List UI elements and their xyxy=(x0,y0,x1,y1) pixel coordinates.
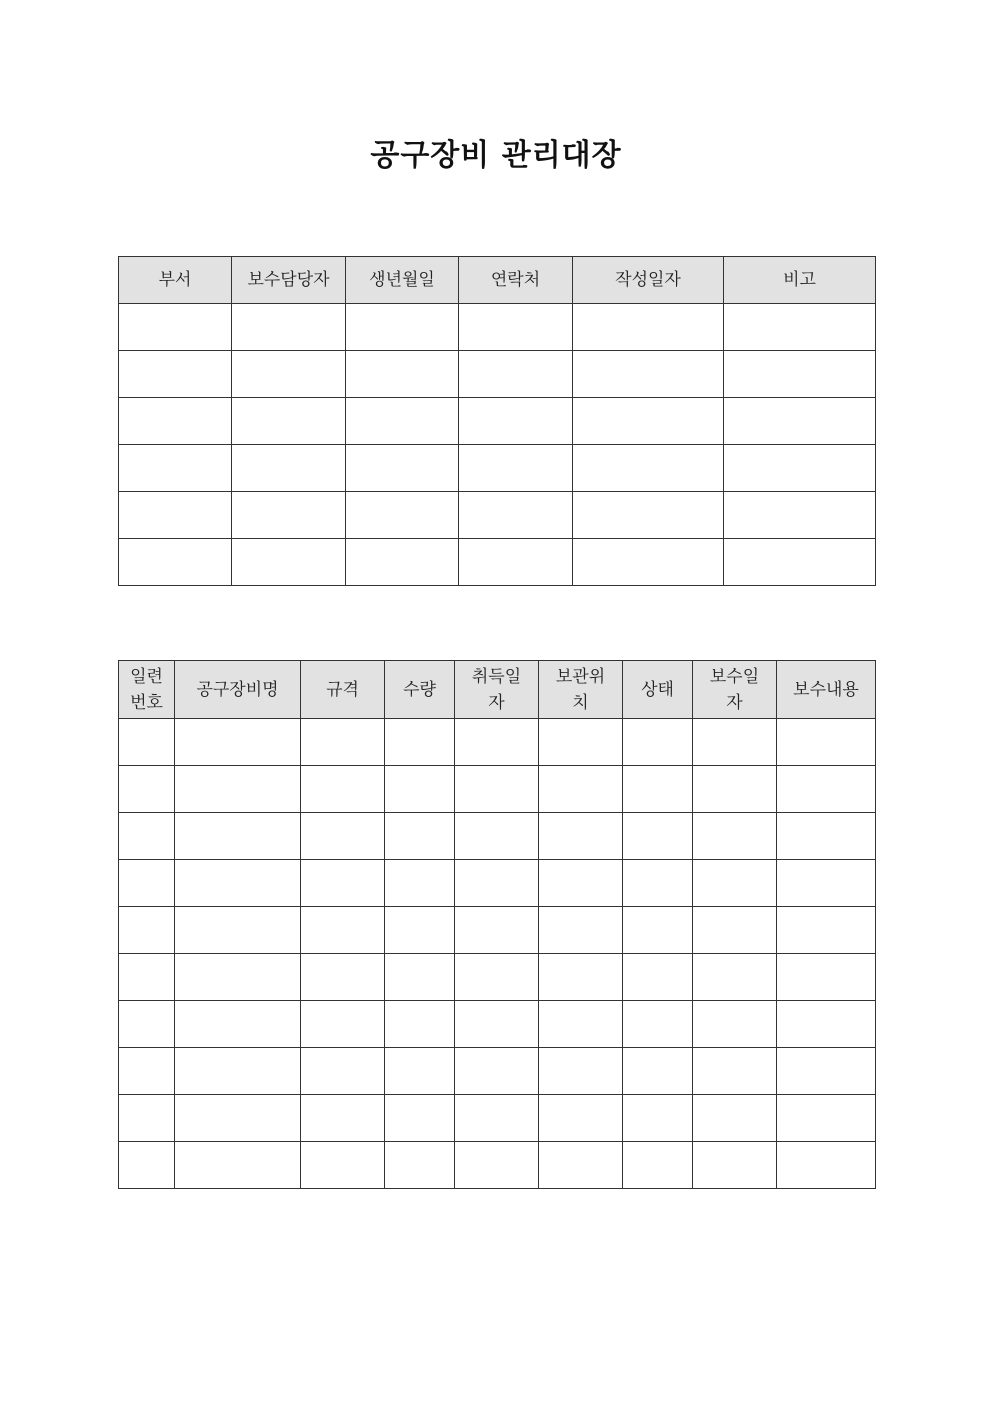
table-cell[interactable] xyxy=(175,813,301,860)
table-cell[interactable] xyxy=(385,813,455,860)
table-cell[interactable] xyxy=(232,492,346,539)
table-cell[interactable] xyxy=(175,1095,301,1142)
table-cell[interactable] xyxy=(623,954,693,1001)
table-cell[interactable] xyxy=(777,1048,876,1095)
table-cell[interactable] xyxy=(573,304,724,351)
table-cell[interactable] xyxy=(346,304,459,351)
table-cell[interactable] xyxy=(455,1142,539,1189)
table-cell[interactable] xyxy=(119,304,232,351)
table-cell[interactable] xyxy=(623,907,693,954)
table-cell[interactable] xyxy=(459,304,573,351)
table-cell[interactable] xyxy=(301,813,385,860)
table-cell[interactable] xyxy=(459,351,573,398)
table-cell[interactable] xyxy=(693,954,777,1001)
table-cell[interactable] xyxy=(777,954,876,1001)
contact-table-row xyxy=(119,351,876,398)
contact-table-body xyxy=(119,304,876,586)
table-cell[interactable] xyxy=(539,1095,623,1142)
document-title: 공구장비 관리대장 xyxy=(370,138,622,173)
table-cell[interactable] xyxy=(232,539,346,586)
table-cell[interactable] xyxy=(539,1048,623,1095)
table-cell[interactable] xyxy=(777,907,876,954)
table-cell[interactable] xyxy=(623,719,693,766)
table-cell[interactable] xyxy=(119,766,175,813)
table-cell[interactable] xyxy=(119,719,175,766)
table-cell[interactable] xyxy=(455,1048,539,1095)
table-cell[interactable] xyxy=(301,766,385,813)
table-cell[interactable] xyxy=(346,398,459,445)
header-maintenance-details: 보수내용 xyxy=(777,661,876,719)
table-cell[interactable] xyxy=(175,766,301,813)
table-cell[interactable] xyxy=(385,1095,455,1142)
table-cell[interactable] xyxy=(573,351,724,398)
table-cell[interactable] xyxy=(724,445,876,492)
header-serial-number: 일련 번호 xyxy=(119,661,175,719)
table-cell[interactable] xyxy=(623,813,693,860)
header-birth-date: 생년월일 xyxy=(346,257,459,304)
table-cell[interactable] xyxy=(175,954,301,1001)
table-cell[interactable] xyxy=(777,719,876,766)
equipment-table-body xyxy=(119,719,876,1189)
table-cell[interactable] xyxy=(385,1001,455,1048)
table-cell[interactable] xyxy=(119,539,232,586)
table-cell[interactable] xyxy=(385,766,455,813)
table-cell[interactable] xyxy=(175,719,301,766)
table-cell[interactable] xyxy=(301,1142,385,1189)
table-cell[interactable] xyxy=(119,813,175,860)
table-cell[interactable] xyxy=(693,1142,777,1189)
table-cell[interactable] xyxy=(623,860,693,907)
table-cell[interactable] xyxy=(119,398,232,445)
table-cell[interactable] xyxy=(455,813,539,860)
equipment-table-row xyxy=(119,860,876,907)
header-department: 부서 xyxy=(119,257,232,304)
table-cell[interactable] xyxy=(724,304,876,351)
table-cell[interactable] xyxy=(777,1001,876,1048)
equipment-table-row xyxy=(119,1095,876,1142)
table-cell[interactable] xyxy=(693,1095,777,1142)
table-cell[interactable] xyxy=(623,1142,693,1189)
table-cell[interactable] xyxy=(623,1048,693,1095)
table-cell[interactable] xyxy=(232,304,346,351)
table-cell[interactable] xyxy=(693,907,777,954)
table-cell[interactable] xyxy=(539,1001,623,1048)
equipment-table-row xyxy=(119,907,876,954)
header-specification: 규격 xyxy=(301,661,385,719)
table-cell[interactable] xyxy=(539,719,623,766)
table-cell[interactable] xyxy=(346,539,459,586)
table-cell[interactable] xyxy=(385,1142,455,1189)
table-cell[interactable] xyxy=(693,813,777,860)
table-cell[interactable] xyxy=(301,719,385,766)
table-cell[interactable] xyxy=(455,719,539,766)
table-cell[interactable] xyxy=(119,492,232,539)
equipment-table-header-row xyxy=(119,661,876,719)
table-cell[interactable] xyxy=(724,539,876,586)
equipment-table-row xyxy=(119,766,876,813)
header-maintenance-date: 보수일 자 xyxy=(693,661,777,719)
table-cell[interactable] xyxy=(385,860,455,907)
table-cell[interactable] xyxy=(573,492,724,539)
table-cell[interactable] xyxy=(724,398,876,445)
table-cell[interactable] xyxy=(693,1048,777,1095)
header-status: 상태 xyxy=(623,661,693,719)
table-cell[interactable] xyxy=(539,813,623,860)
table-cell[interactable] xyxy=(301,860,385,907)
contact-table-row xyxy=(119,304,876,351)
table-cell[interactable] xyxy=(539,1142,623,1189)
table-cell[interactable] xyxy=(539,860,623,907)
contact-table xyxy=(118,256,876,586)
table-cell[interactable] xyxy=(232,398,346,445)
table-cell[interactable] xyxy=(301,954,385,1001)
table-cell[interactable] xyxy=(119,954,175,1001)
table-cell[interactable] xyxy=(623,1001,693,1048)
table-cell[interactable] xyxy=(459,492,573,539)
table-cell[interactable] xyxy=(385,954,455,1001)
table-cell[interactable] xyxy=(623,766,693,813)
table-cell[interactable] xyxy=(693,860,777,907)
table-cell[interactable] xyxy=(455,954,539,1001)
table-cell[interactable] xyxy=(232,445,346,492)
table-cell[interactable] xyxy=(385,719,455,766)
table-cell[interactable] xyxy=(232,351,346,398)
contact-table-row xyxy=(119,492,876,539)
table-cell[interactable] xyxy=(724,351,876,398)
table-cell[interactable] xyxy=(119,1142,175,1189)
table-cell[interactable] xyxy=(539,907,623,954)
table-cell[interactable] xyxy=(301,1048,385,1095)
table-cell[interactable] xyxy=(777,860,876,907)
equipment-table xyxy=(118,660,876,1189)
table-cell[interactable] xyxy=(301,907,385,954)
table-cell[interactable] xyxy=(573,398,724,445)
table-cell[interactable] xyxy=(623,1095,693,1142)
header-maintenance-manager: 보수담당자 xyxy=(232,257,346,304)
table-cell[interactable] xyxy=(119,1001,175,1048)
table-cell[interactable] xyxy=(777,1142,876,1189)
table-cell[interactable] xyxy=(777,766,876,813)
table-cell[interactable] xyxy=(175,907,301,954)
table-cell[interactable] xyxy=(175,1048,301,1095)
header-remarks: 비고 xyxy=(724,257,876,304)
table-cell[interactable] xyxy=(459,398,573,445)
table-cell[interactable] xyxy=(301,1001,385,1048)
table-cell[interactable] xyxy=(539,766,623,813)
header-acquisition-date: 취득일 자 xyxy=(455,661,539,719)
equipment-table-row xyxy=(119,1142,876,1189)
table-cell[interactable] xyxy=(724,492,876,539)
table-cell[interactable] xyxy=(119,1095,175,1142)
table-cell[interactable] xyxy=(455,1001,539,1048)
table-cell[interactable] xyxy=(346,445,459,492)
table-cell[interactable] xyxy=(573,539,724,586)
table-cell[interactable] xyxy=(119,1048,175,1095)
equipment-table-row xyxy=(119,954,876,1001)
table-cell[interactable] xyxy=(777,1095,876,1142)
table-cell[interactable] xyxy=(119,445,232,492)
contact-table-row xyxy=(119,539,876,586)
table-cell[interactable] xyxy=(119,860,175,907)
table-cell[interactable] xyxy=(346,351,459,398)
table-cell[interactable] xyxy=(385,907,455,954)
table-cell[interactable] xyxy=(693,719,777,766)
equipment-table-row xyxy=(119,813,876,860)
contact-table-row xyxy=(119,445,876,492)
table-cell[interactable] xyxy=(119,351,232,398)
header-written-date: 작성일자 xyxy=(573,257,724,304)
table-cell[interactable] xyxy=(455,1095,539,1142)
table-cell[interactable] xyxy=(459,445,573,492)
table-cell[interactable] xyxy=(119,907,175,954)
header-quantity: 수량 xyxy=(385,661,455,719)
contact-table-row xyxy=(119,398,876,445)
table-cell[interactable] xyxy=(693,1001,777,1048)
table-cell[interactable] xyxy=(693,766,777,813)
table-cell[interactable] xyxy=(777,813,876,860)
table-cell[interactable] xyxy=(346,492,459,539)
table-cell[interactable] xyxy=(175,1142,301,1189)
table-cell[interactable] xyxy=(455,907,539,954)
table-cell[interactable] xyxy=(455,860,539,907)
table-cell[interactable] xyxy=(385,1048,455,1095)
contact-table-header-row xyxy=(119,257,876,304)
header-storage-location: 보관위 치 xyxy=(539,661,623,719)
equipment-table-row xyxy=(119,719,876,766)
equipment-table-row xyxy=(119,1048,876,1095)
header-contact: 연락처 xyxy=(459,257,573,304)
table-cell[interactable] xyxy=(539,954,623,1001)
header-equipment-name: 공구장비명 xyxy=(175,661,301,719)
table-cell[interactable] xyxy=(301,1095,385,1142)
table-cell[interactable] xyxy=(459,539,573,586)
equipment-table-row xyxy=(119,1001,876,1048)
table-cell[interactable] xyxy=(573,445,724,492)
table-cell[interactable] xyxy=(175,1001,301,1048)
table-cell[interactable] xyxy=(175,860,301,907)
table-cell[interactable] xyxy=(455,766,539,813)
